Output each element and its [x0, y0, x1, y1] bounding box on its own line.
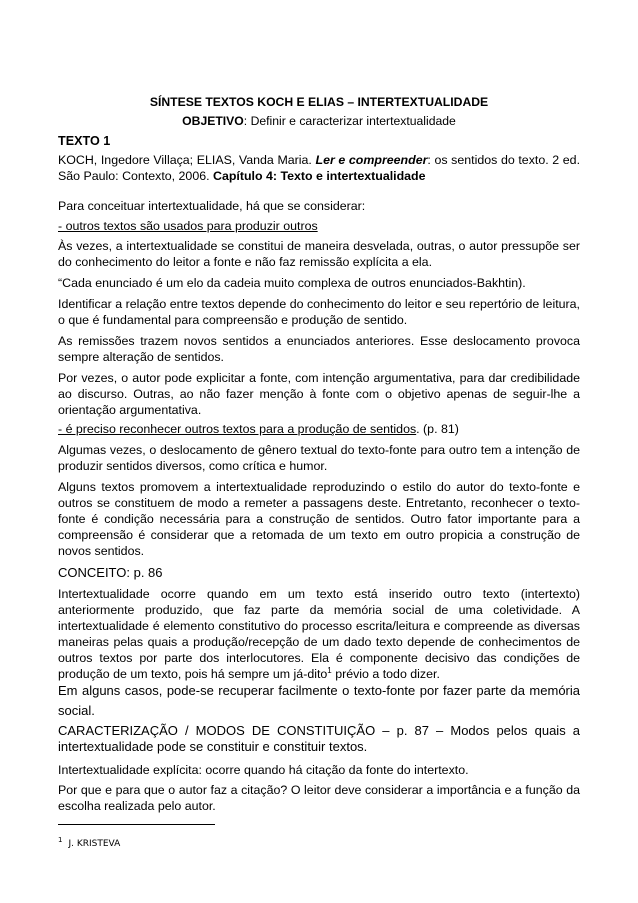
bibliographic-reference	[58, 152, 580, 184]
reference-authors: KOCH, Ingedore Villaça; ELIAS, Vanda Maria.	[58, 153, 316, 167]
reference-details: : os sentidos do texto. 2 ed. São Paulo: Contexto, 2006.	[58, 153, 581, 183]
paragraph-algumas-vezes: Algumas vezes, o deslocamento de gênero textual do texto-fonte para outro tem a intenção de produzir sentidos diversos, como crítica e humor.	[58, 443, 580, 473]
conceito-text-end: prévio a todo dizer.	[331, 667, 440, 681]
paragraph-remissoes: As remissões trazem novos sentidos a enunciados anteriores. Esse deslocamento provoca sempre alteração de sentidos.	[58, 334, 580, 364]
reference-chapter: Capítulo 4: Texto e intertextualidade	[213, 169, 426, 183]
document-title: SÍNTESE TEXTOS KOCH E ELIAS – INTERTEXTUALIDADE	[149, 95, 489, 109]
objective-line	[0, 113, 638, 129]
footnote-text: J. KRISTEVA	[68, 839, 121, 849]
paragraph-por-que: Por que e para que o autor faz a citação? O leitor deve considerar a importância e a função da escolha realizada pelo autor.	[58, 783, 580, 813]
bakhtin-quote: “Cada enunciado é um elo da cadeia muito complexa de outros enunciados-Bakhtin).	[58, 276, 526, 290]
paragraph-por-vezes: Por vezes, o autor pode explicitar a fonte, com intenção argumentativa, para dar credibilidade ao discurso. Outras, ao não fazer menção à fonte com o objetivo apenas de seguir-lhe a orientação argumentativa.	[58, 371, 580, 417]
point-two	[58, 421, 580, 437]
paragraph-conceito	[58, 586, 580, 682]
paragraph-as-vezes: Às vezes, a intertextualidade se constitui de maneira desvelada, outras, o autor pressupõe ser do conhecimento do leitor a fonte e não faz remissão explícita a ela.	[58, 239, 580, 269]
point-two-underlined: - é preciso reconhecer outros textos para a produção de sentidos	[58, 422, 417, 436]
intro-paragraph: Para conceituar intertextualidade, há que se considerar:	[58, 199, 366, 213]
point-one: - outros textos são usados para produzir outros	[58, 219, 318, 233]
footnote	[58, 838, 120, 850]
reference-book-title: Ler e compreender	[315, 153, 428, 167]
objective-label: OBJETIVO	[182, 114, 244, 128]
point-two-page: . (p. 81)	[416, 422, 459, 436]
footnote-number: 1	[58, 836, 63, 844]
conceito-text: Intertextualidade ocorre quando em um texto está inserido outro texto (intertexto) anteriormente produzido, que faz parte da memória social de uma coletividade. A intertextualidade é elemento constitutivo do processo escrita/leitura e compreende as diversas maneiras pelas quais a produção/recepção de um dado texto depende de conhecimentos de outros textos por parte dos interlocutores. Ela é componente decisivo das condições de produção de um texto, pois há sempre um já-dito	[58, 587, 580, 681]
intertextualidade-explicita: Intertextualidade explícita: ocorre quando há citação da fonte do intertexto.	[58, 763, 469, 777]
footnote-divider	[58, 824, 215, 825]
objective-text: : Definir e caracterizar intertextualidade	[243, 114, 456, 128]
texto-heading: TEXTO 1	[58, 134, 111, 148]
caracterizacao-heading: CARACTERIZAÇÃO / MODOS DE CONSTITUIÇÃO – p. 87 – Modos pelos quais a intertextualidade pode se constituir e constituir textos.	[58, 723, 580, 754]
footnote-marker: 1	[327, 665, 332, 675]
paragraph-alguns-textos: Alguns textos promovem a intertextualidade reproduzindo o estilo do autor do texto-fonte e outros se constituem de modo a remeter a passagens deste. Entretanto, reconhecer o texto-fonte é condição necessária para a construção de sentidos. Outro fator importante para a compreensão é considerar que a retomada de um texto em outro propicia a construção de novos sentidos.	[58, 480, 580, 558]
paragraph-em-alguns-casos: Em alguns casos, pode-se recuperar facilmente o texto-fonte por fazer parte da memória social.	[58, 683, 580, 718]
conceito-heading: CONCEITO: p. 86	[58, 565, 163, 580]
paragraph-identificar: Identificar a relação entre textos depende do conhecimento do leitor e seu repertório de leitura, o que é fundamental para compreensão e produção de sentido.	[58, 297, 580, 327]
